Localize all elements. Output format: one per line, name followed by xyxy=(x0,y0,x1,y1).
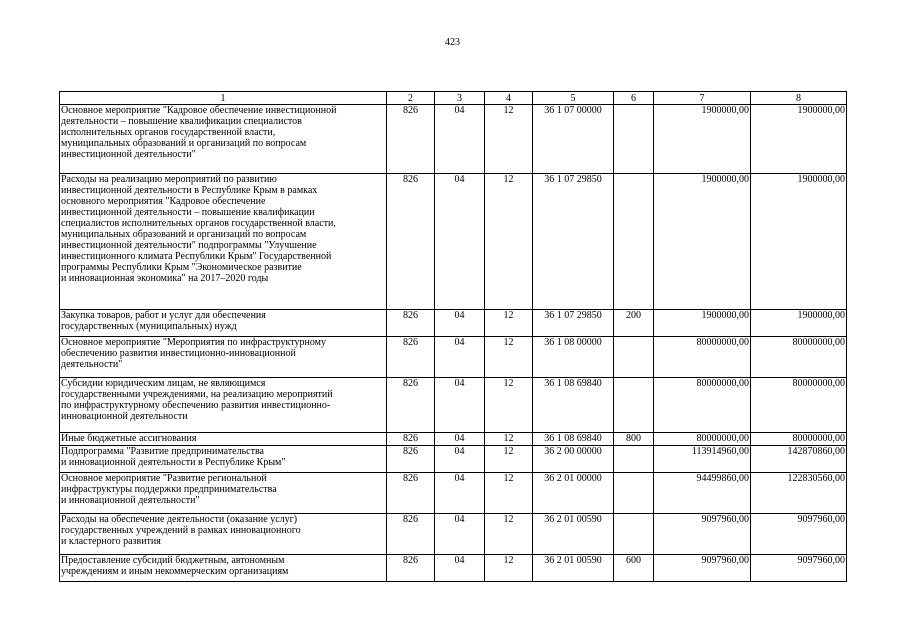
amount-year2-cell: 9097960,00 xyxy=(751,514,847,555)
budget-table xyxy=(59,91,847,582)
section-cell: 04 xyxy=(435,105,485,174)
expense-type-cell xyxy=(614,105,654,174)
section-cell: 04 xyxy=(435,446,485,473)
row-name-cell: Расходы на обеспечение деятельности (оказание услуг) государственных учреждений в рамках инновационного и кластерного развития xyxy=(60,514,387,555)
column-header: 6 xyxy=(614,92,654,105)
column-header: 1 xyxy=(60,92,387,105)
section-cell: 04 xyxy=(435,378,485,433)
table-row xyxy=(60,105,847,174)
amount-year2-cell: 80000000,00 xyxy=(751,433,847,446)
column-header: 4 xyxy=(485,92,533,105)
amount-year2-cell: 1900000,00 xyxy=(751,310,847,337)
amount-year1-cell: 1900000,00 xyxy=(654,174,751,310)
subsection-cell: 12 xyxy=(485,378,533,433)
amount-year1-cell: 9097960,00 xyxy=(654,514,751,555)
subsection-cell: 12 xyxy=(485,514,533,555)
target-article-cell: 36 2 01 00000 xyxy=(533,473,614,514)
amount-year1-cell: 1900000,00 xyxy=(654,310,751,337)
grbs-cell: 826 xyxy=(387,446,435,473)
subsection-cell: 12 xyxy=(485,337,533,378)
grbs-cell: 826 xyxy=(387,514,435,555)
table-row xyxy=(60,473,847,514)
row-name-cell: Основное мероприятие "Развитие региональной инфраструктуры поддержки предпринимательства и инновационной деятельности" xyxy=(60,473,387,514)
expense-type-cell xyxy=(614,337,654,378)
expense-type-cell: 800 xyxy=(614,433,654,446)
grbs-cell: 826 xyxy=(387,105,435,174)
row-name-cell: Субсидии юридическим лицам, не являющимся государственными учреждениями, на реализацию мероприятий по инфраструктурному обеспечению развития инвестиционно- инновационной деятельности xyxy=(60,378,387,433)
column-header: 8 xyxy=(751,92,847,105)
subsection-cell: 12 xyxy=(485,473,533,514)
target-article-cell: 36 1 07 29850 xyxy=(533,310,614,337)
table-row xyxy=(60,446,847,473)
column-header: 2 xyxy=(387,92,435,105)
header-row xyxy=(60,92,847,105)
subsection-cell: 12 xyxy=(485,174,533,310)
expense-type-cell xyxy=(614,514,654,555)
grbs-cell: 826 xyxy=(387,378,435,433)
target-article-cell: 36 1 08 69840 xyxy=(533,378,614,433)
amount-year1-cell: 1900000,00 xyxy=(654,105,751,174)
target-article-cell: 36 2 01 00590 xyxy=(533,514,614,555)
expense-type-cell xyxy=(614,473,654,514)
target-article-cell: 36 2 01 00590 xyxy=(533,555,614,582)
subsection-cell: 12 xyxy=(485,433,533,446)
table-row xyxy=(60,174,847,310)
section-cell: 04 xyxy=(435,310,485,337)
row-name-cell: Закупка товаров, работ и услуг для обеспечения государственных (муниципальных) нужд xyxy=(60,310,387,337)
subsection-cell: 12 xyxy=(485,105,533,174)
amount-year2-cell: 80000000,00 xyxy=(751,378,847,433)
subsection-cell: 12 xyxy=(485,555,533,582)
grbs-cell: 826 xyxy=(387,433,435,446)
row-name-cell: Основное мероприятие "Кадровое обеспечение инвестиционной деятельности – повышение квалификации специалистов исполнительных органов государственной власти, муниципальных образований и организаций по вопросам инвестиционной деятельности" xyxy=(60,105,387,174)
table-row xyxy=(60,514,847,555)
expense-type-cell: 600 xyxy=(614,555,654,582)
row-name-cell: Подпрограмма "Развитие предпринимательства и инновационной деятельности в Республике Крым" xyxy=(60,446,387,473)
amount-year1-cell: 80000000,00 xyxy=(654,378,751,433)
amount-year1-cell: 113914960,00 xyxy=(654,446,751,473)
row-name-cell: Расходы на реализацию мероприятий по развитию инвестиционной деятельности в Республике Крым в рамках основного мероприятия "Кадровое обеспечение инвестиционной деятельности – повышение квалификации специалистов исполнительных органов государственной власти, муниципальных образований и организаций по вопросам инвестиционной деятельности" подпрограммы "Улучшение инвестиционного климата Республики Крым" Государственной программы Республики Крым "Экономическое развитие и инновационная экономика" на 2017–2020 годы xyxy=(60,174,387,310)
target-article-cell: 36 1 07 29850 xyxy=(533,174,614,310)
table-row xyxy=(60,337,847,378)
amount-year2-cell: 80000000,00 xyxy=(751,337,847,378)
expense-type-cell xyxy=(614,378,654,433)
expense-type-cell xyxy=(614,446,654,473)
target-article-cell: 36 2 00 00000 xyxy=(533,446,614,473)
grbs-cell: 826 xyxy=(387,473,435,514)
page-number: 423 xyxy=(445,37,460,48)
amount-year2-cell: 1900000,00 xyxy=(751,105,847,174)
section-cell: 04 xyxy=(435,514,485,555)
expense-type-cell xyxy=(614,174,654,310)
amount-year2-cell: 122830560,00 xyxy=(751,473,847,514)
subsection-cell: 12 xyxy=(485,310,533,337)
row-name-cell: Иные бюджетные ассигнования xyxy=(60,433,387,446)
section-cell: 04 xyxy=(435,174,485,310)
row-name-cell: Основное мероприятие "Мероприятия по инфраструктурному обеспечению развития инвестиционно-инновационной деятельности" xyxy=(60,337,387,378)
table-row xyxy=(60,433,847,446)
amount-year1-cell: 9097960,00 xyxy=(654,555,751,582)
target-article-cell: 36 1 08 00000 xyxy=(533,337,614,378)
row-name-cell: Предоставление субсидий бюджетным, автономным учреждениям и иным некоммерческим организациям xyxy=(60,555,387,582)
grbs-cell: 826 xyxy=(387,310,435,337)
amount-year1-cell: 80000000,00 xyxy=(654,337,751,378)
grbs-cell: 826 xyxy=(387,555,435,582)
amount-year2-cell: 1900000,00 xyxy=(751,174,847,310)
amount-year1-cell: 94499860,00 xyxy=(654,473,751,514)
subsection-cell: 12 xyxy=(485,446,533,473)
target-article-cell: 36 1 07 00000 xyxy=(533,105,614,174)
amount-year2-cell: 9097960,00 xyxy=(751,555,847,582)
column-header: 3 xyxy=(435,92,485,105)
section-cell: 04 xyxy=(435,337,485,378)
grbs-cell: 826 xyxy=(387,174,435,310)
section-cell: 04 xyxy=(435,555,485,582)
column-header: 5 xyxy=(533,92,614,105)
expense-type-cell: 200 xyxy=(614,310,654,337)
table-row xyxy=(60,555,847,582)
grbs-cell: 826 xyxy=(387,337,435,378)
table-row xyxy=(60,378,847,433)
target-article-cell: 36 1 08 69840 xyxy=(533,433,614,446)
amount-year1-cell: 80000000,00 xyxy=(654,433,751,446)
amount-year2-cell: 142870860,00 xyxy=(751,446,847,473)
section-cell: 04 xyxy=(435,433,485,446)
column-header: 7 xyxy=(654,92,751,105)
section-cell: 04 xyxy=(435,473,485,514)
table-row xyxy=(60,310,847,337)
